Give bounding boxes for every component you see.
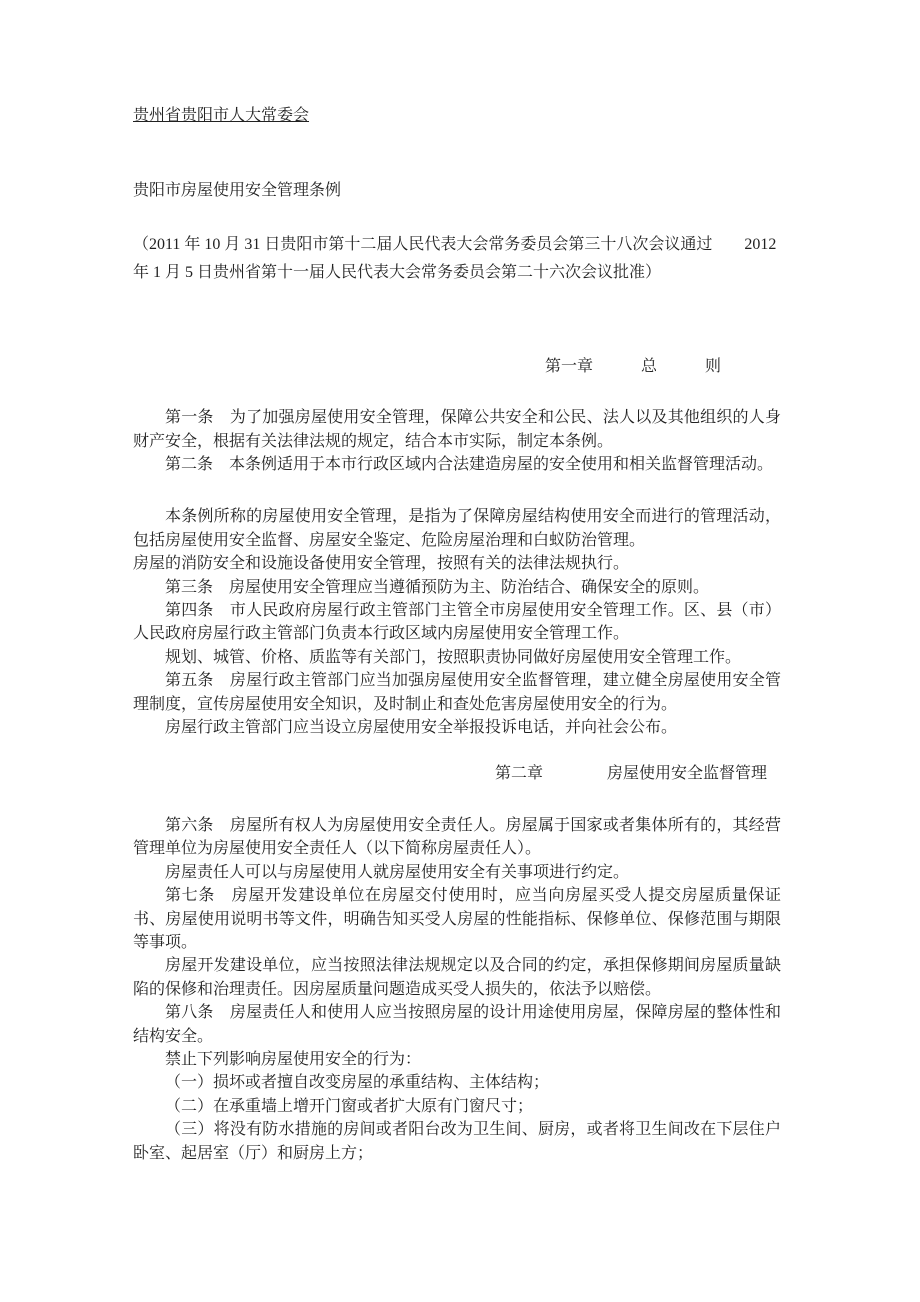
- article-2-clause-2: 本条例所称的房屋使用安全管理，是指为了保障房屋结构使用安全而进行的管理活动，包括房屋使用安全监督、房屋安全鉴定、危险房屋治理和白蚁防治管理。: [133, 508, 781, 549]
- article-5-paragraph: 第五条 房屋行政主管部门应当加强房屋使用安全监督管理，建立健全房屋使用安全管理制度，宣传房屋使用安全知识，及时制止和查处危害房屋使用安全的行为。: [133, 672, 781, 713]
- article-4-paragraph: 第四条 市人民政府房屋行政主管部门主管全市房屋使用安全管理工作。区、县（市）人民政府房屋行政主管部门负责本行政区域内房屋使用安全管理工作。: [133, 602, 781, 643]
- article-2-paragraph: 第二条 本条例适用于本市行政区域内合法建造房屋的安全使用和相关监督管理活动。: [165, 456, 774, 474]
- article-7-clause-2: 房屋开发建设单位，应当按照法律法规规定以及合同的约定，承担保修期间房屋质量缺陷的保修和治理责任。因房屋质量问题造成买受人损失的，依法予以赔偿。: [133, 957, 781, 998]
- article-1-paragraph: 第一条 为了加强房屋使用安全管理，保障公共安全和公民、法人以及其他组织的人身财产安全，根据有关法律法规的规定，结合本市实际，制定本条例。: [133, 409, 781, 450]
- article-6-clause-2: 房屋责任人可以与房屋使用人就房屋使用安全有关事项进行约定。: [165, 863, 630, 881]
- source-link-line: [133, 104, 781, 127]
- article-5-clause-2: 房屋行政主管部门应当设立房屋使用安全举报投诉电话，并向社会公布。: [165, 719, 678, 737]
- article-2-clause-3: 房屋的消防安全和设施设备使用安全管理，按照有关的法律法规执行。: [133, 555, 630, 573]
- article-8-clause-2: 禁止下列影响房屋使用安全的行为：: [165, 1050, 422, 1068]
- article-6-paragraph: 第六条 房屋所有权人为房屋使用安全责任人。房屋属于国家或者集体所有的，其经营管理单位为房屋使用安全责任人（以下简称房屋责任人）。: [133, 816, 781, 858]
- article-7-paragraph: 第七条 房屋开发建设单位在房屋交付使用时，应当向房屋买受人提交房屋质量保证书、房屋使用说明书等文件，明确告知买受人房屋的性能指标、保修单位、保修范围与期限等事项。: [133, 887, 781, 951]
- document-title: 贵阳市房屋使用安全管理条例: [133, 182, 342, 200]
- article-4-clause-2: 规划、城管、价格、质监等有关部门，按照职责协同做好房屋使用安全管理工作。: [165, 648, 742, 666]
- article-8-item-1: （一）损坏或者擅自改变房屋的承重结构、主体结构；: [165, 1074, 550, 1092]
- article-8-paragraph: 第八条 房屋责任人和使用人应当按照房屋的设计用途使用房屋，保障房屋的整体性和结构安全。: [133, 1004, 781, 1045]
- source-link[interactable]: 贵州省贵阳市人大常委会: [133, 107, 310, 124]
- approval-note-line-1: （2011 年 10 月 31 日贵阳市第十二届人民代表大会常务委员会第三十八次会议通过 2012: [133, 235, 777, 253]
- approval-note: [133, 231, 781, 287]
- chapter-2-heading: 第二章 房屋使用安全监督管理: [495, 764, 768, 782]
- article-3-paragraph: 第三条 房屋使用安全管理应当遵循预防为主、防治结合、确保安全的原则。: [165, 578, 710, 596]
- article-8-item-3: （三）将没有防水措施的房间或者阳台改为卫生间、厨房，或者将卫生间改在下层住户卧室、起居室（厅）和厨房上方；: [133, 1121, 781, 1162]
- article-8-item-2: （二）在承重墙上增开门窗或者扩大原有门窗尺寸；: [165, 1097, 534, 1115]
- approval-note-line-2: 年 1 月 5 日贵州省第十一届人民代表大会常务委员会第二十六次会议批准）: [133, 263, 662, 281]
- chapter-1-heading: 第一章 总 则: [545, 357, 722, 375]
